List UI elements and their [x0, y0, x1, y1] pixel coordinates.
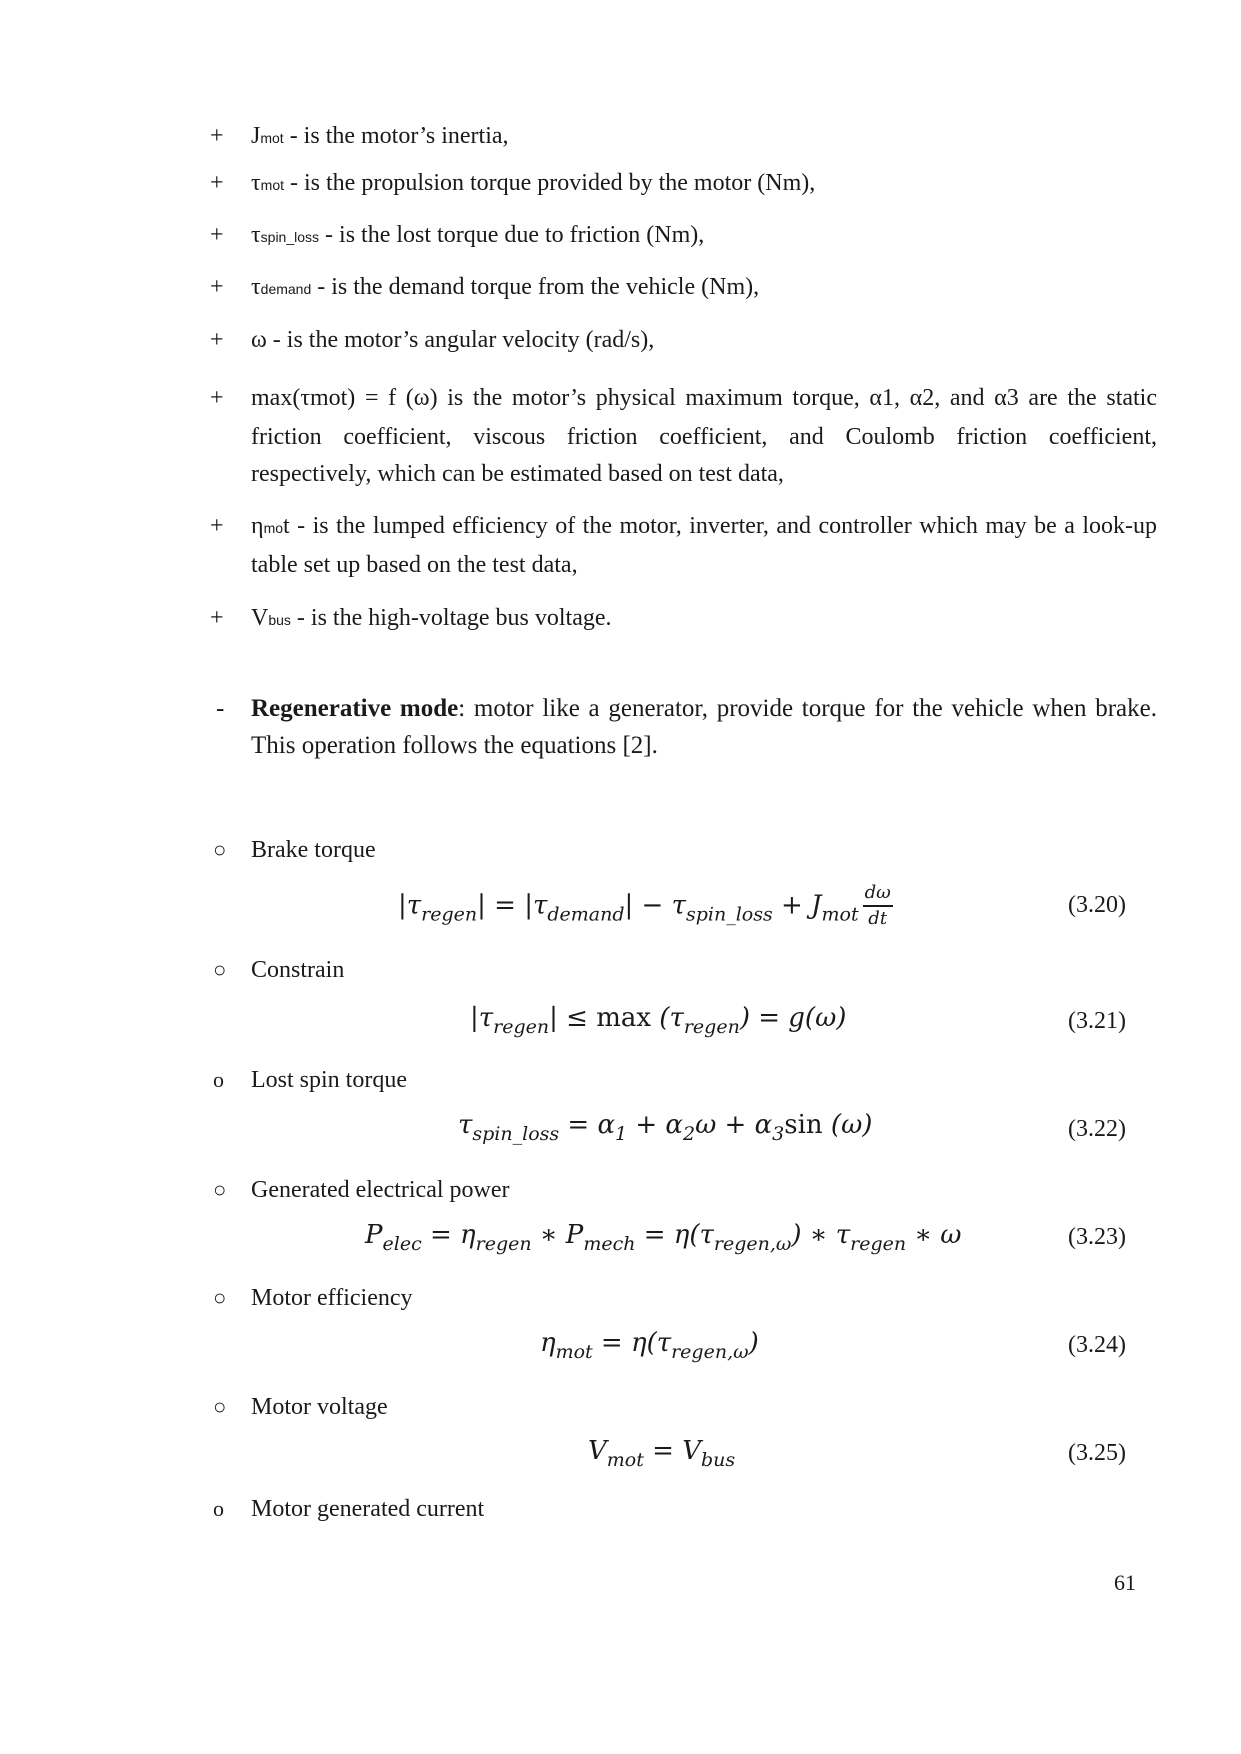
circle-bullet: ○: [213, 1394, 227, 1419]
item-symbol: τ: [251, 222, 261, 248]
equation-number: (3.23): [1068, 1224, 1126, 1250]
item-text: - is the lost torque due to friction (Nm),: [319, 222, 705, 248]
regenerative-mode-text: : motor like a generator, provide torque for the vehicle when brake. This operation follows the equations [2].: [251, 695, 1157, 759]
item-text: - is the demand torque from the vehicle (Nm),: [311, 274, 760, 300]
section-label: Motor voltage: [251, 1394, 388, 1420]
equation-number: (3.20): [1068, 892, 1126, 918]
equation-number: (3.25): [1068, 1440, 1126, 1466]
section-label: Motor generated current: [251, 1496, 485, 1522]
item-subscript: mot: [260, 130, 284, 146]
item-symbol: V: [251, 605, 269, 631]
section-label: Brake torque: [251, 837, 376, 863]
item-symbol: ω: [251, 327, 267, 353]
equation-number: (3.21): [1068, 1008, 1126, 1034]
circle-bullet: ○: [213, 957, 227, 982]
item-text: - is the propulsion torque provided by the motor (Nm),: [284, 170, 816, 196]
item-subscript: bus: [268, 612, 291, 628]
circle-bullet: o: [213, 1496, 224, 1521]
circle-bullet: ○: [213, 837, 227, 862]
item-text: max(τmot) = f (ω) is the motor’s physical maximum torque, α1, α2, and α3 are the static friction coefficient, viscous friction coefficient, and Coulomb friction coefficient, respectively, which can be estimated based on test data,: [251, 385, 1157, 487]
item-symbol: τ: [251, 170, 261, 196]
item-text: t - is the lumped efficiency of the motor, inverter, and controller which may be a look-up table set up based on the test data,: [251, 513, 1157, 578]
circle-bullet: o: [213, 1067, 224, 1092]
item-symbol: τ: [251, 274, 261, 300]
section-label: Generated electrical power: [251, 1177, 510, 1203]
circle-bullet: ○: [213, 1285, 227, 1310]
list-marker: +: [210, 123, 224, 149]
item-text: - is the motor’s inertia,: [283, 123, 509, 149]
item-subscript: mo: [263, 520, 284, 536]
item-subscript: spin_loss: [260, 229, 320, 245]
item-symbol: η: [251, 513, 264, 539]
item-text: - is the high-voltage bus voltage.: [290, 605, 612, 631]
item-symbol: J: [251, 123, 261, 149]
equation-3-24: $\eta_{mot} = \eta(\tau_{regen,\omega})$: [540, 1328, 759, 1363]
list-marker: +: [210, 327, 224, 353]
list-marker: +: [210, 605, 224, 631]
dash-marker: -: [216, 695, 225, 722]
list-marker: +: [210, 274, 224, 300]
equation-3-22: $\tau_{spin\_loss} = \alpha_1 + \alpha_2\omega + \alpha_3\sin$ (ω): [458, 1110, 873, 1145]
section-label: Lost spin torque: [251, 1067, 407, 1093]
circle-bullet: ○: [213, 1177, 227, 1202]
derivative-fraction: $\frac{d\omega}{dt}$: [864, 882, 891, 929]
item-text: - is the motor’s angular velocity (rad/s),: [266, 327, 655, 353]
regenerative-mode-heading: Regenerative mode: [251, 695, 459, 722]
equation-3-21: $|\tau_{regen}| \le \max (\tau_{regen}) = g(\omega)$: [470, 1003, 847, 1038]
list-marker: +: [210, 222, 224, 248]
equation-3-25: $V_{mot} = V_{bus}$: [588, 1436, 736, 1471]
list-marker: +: [210, 385, 224, 411]
page-number: 61: [1114, 1570, 1136, 1595]
list-marker: +: [210, 170, 224, 196]
section-label: Motor efficiency: [251, 1285, 413, 1311]
equation-number: (3.22): [1068, 1116, 1126, 1142]
equation-3-20: $|\tau_{regen}| = |\tau_{demand}| - \tau_{spin\_loss} + J_{mot}$ $\frac{d\omega}{dt}$: [398, 882, 891, 929]
equation-number: (3.24): [1068, 1332, 1126, 1358]
list-marker: +: [210, 513, 224, 539]
equation-3-23: $P_{elec} = \eta_{regen}$ ∗ $P_{mech} = \eta(\tau_{regen,\omega})$ ∗ $\tau_{regen}$ ∗ ω: [365, 1220, 962, 1255]
section-label: Constrain: [251, 957, 345, 983]
item-subscript: demand: [260, 281, 312, 297]
item-subscript: mot: [260, 177, 284, 193]
